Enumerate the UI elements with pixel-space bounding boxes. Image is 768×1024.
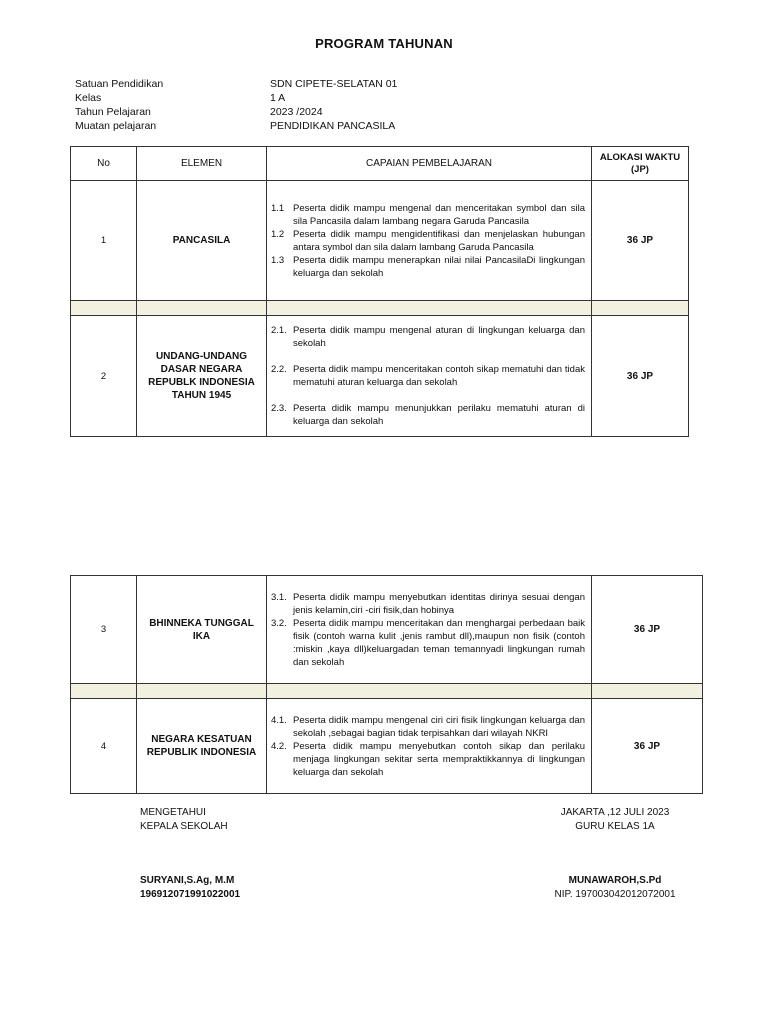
program-table-part-1 xyxy=(70,146,689,437)
row-elemen: NEGARA KESATUAN REPUBLIK INDONESIA xyxy=(137,699,267,794)
row-alokasi: 36 JP xyxy=(592,576,703,684)
header-no: No xyxy=(71,147,137,181)
capaian-list xyxy=(271,202,585,280)
meta-labels xyxy=(75,78,163,134)
list-item: 3.1. Peserta didik mampu menyebutkan identitas dirinya sesuai dengan jenis kelamin,ciri -ciri fisik,dan hobinya xyxy=(271,591,585,616)
sig-left-nip: 196912071991022001 xyxy=(140,889,241,900)
tahun-value: 2023 /2024 xyxy=(270,106,323,118)
list-item: 1.1 Peserta didik mampu mengenal dan menceritakan symbol dan sila sila Pancasila dalam lambang negara Garuda Pancasila xyxy=(271,202,585,227)
list-item: 1.2 Peserta didik mampu mengidentifikasi dan menjelaskan hubungan antara symbol dan sila dalam lambang Garuda Pancasila xyxy=(271,228,585,253)
row-elemen: BHINNEKA TUNGGAL IKA xyxy=(137,576,267,684)
satuan-value: SDN CIPETE-SELATAN 01 xyxy=(270,78,398,90)
row-no: 4 xyxy=(71,699,137,794)
row-alokasi: 36 JP xyxy=(592,699,703,794)
row-no: 2 xyxy=(71,316,137,437)
header-elemen: ELEMEN xyxy=(137,147,267,181)
sig-left-line2: KEPALA SEKOLAH xyxy=(140,821,228,832)
muatan-value: PENDIDIKAN PANCASILA xyxy=(270,120,396,132)
separator-row xyxy=(71,684,703,699)
sig-right-name: MUNAWAROH,S.Pd xyxy=(568,875,662,886)
header-alokasi: ALOKASI WAKTU (JP) xyxy=(592,147,689,181)
row-no: 1 xyxy=(71,181,137,301)
satuan-label: Satuan Pendidikan xyxy=(75,78,164,90)
kelas-value: 1 A xyxy=(270,92,286,104)
row-elemen: PANCASILA xyxy=(137,181,267,301)
capaian-list xyxy=(271,714,585,779)
list-item: 2.1. Peserta didik mampu mengenal aturan di lingkungan keluarga dan sekolah xyxy=(271,325,585,349)
table-header-row xyxy=(71,147,689,181)
row-capaian xyxy=(267,316,592,437)
sig-right-line2: GURU KELAS 1A xyxy=(575,821,655,832)
sig-right-line1: JAKARTA ,12 JULI 2023 xyxy=(560,807,670,818)
kelas-label: Kelas xyxy=(75,92,102,104)
row-elemen: UNDANG-UNDANG DASAR NEGARA REPUBLK INDONESIA TAHUN 1945 xyxy=(137,316,267,437)
table-row xyxy=(71,699,703,794)
list-item: 4.2. Peserta didik mampu menyebutkan contoh sikap dan perilaku menjaga lingkungan sekitar serta mempraktikkannya di lingkungan keluarga dan sekolah xyxy=(271,740,585,778)
list-item: 4.1. Peserta didik mampu mengenal ciri ciri fisik lingkungan keluarga dan sekolah ,sebagai bagian tidak terpisahkan dari wilayah NKRI xyxy=(271,714,585,739)
row-capaian xyxy=(267,699,592,794)
tahun-label: Tahun Pelajaran xyxy=(75,106,151,118)
muatan-label: Muatan pelajaran xyxy=(75,120,157,132)
sig-right-nip: NIP. 197003042012072001 xyxy=(554,889,676,900)
page-title: PROGRAM TAHUNAN xyxy=(315,36,453,51)
table-row xyxy=(71,181,689,301)
list-item: 3.2. Peserta didik mampu menceritakan dan menghargai perbedaan baik fisik (contoh warna kulit ,jenis rambut dll),maupun non fisik (contoh :miskin ,kaya dll)keluargadan teman temannyadi lingkungan rumah dan sekolah xyxy=(271,617,585,668)
row-no: 3 xyxy=(71,576,137,684)
signature-left xyxy=(140,806,240,902)
row-alokasi: 36 JP xyxy=(592,316,689,437)
sig-left-name: SURYANI,S.Ag, M.M xyxy=(140,875,235,886)
list-item: 1.3 Peserta didik mampu menerapkan nilai nilai PancasilaDi lingkungan keluarga dan sekolah xyxy=(271,254,585,279)
sig-left-line1: MENGETAHUI xyxy=(140,807,206,818)
meta-values xyxy=(270,78,397,134)
list-item: 2.2. Peserta didik mampu menceritakan contoh sikap mematuhi dan tidak mematuhi aturan keluarga dan sekolah xyxy=(271,364,585,388)
list-item: 2.3. Peserta didik mampu menunjukkan perilaku mematuhi aturan di keluarga dan sekolah xyxy=(271,403,585,427)
table-row xyxy=(71,316,689,437)
row-capaian xyxy=(267,576,592,684)
program-table-part-2 xyxy=(70,575,703,794)
signature-right xyxy=(520,806,710,902)
header-capaian: CAPAIAN PEMBELAJARAN xyxy=(267,147,592,181)
capaian-list xyxy=(271,324,585,428)
separator-row xyxy=(71,301,689,316)
row-alokasi: 36 JP xyxy=(592,181,689,301)
table-row xyxy=(71,576,703,684)
capaian-list xyxy=(271,591,585,669)
row-capaian xyxy=(267,181,592,301)
